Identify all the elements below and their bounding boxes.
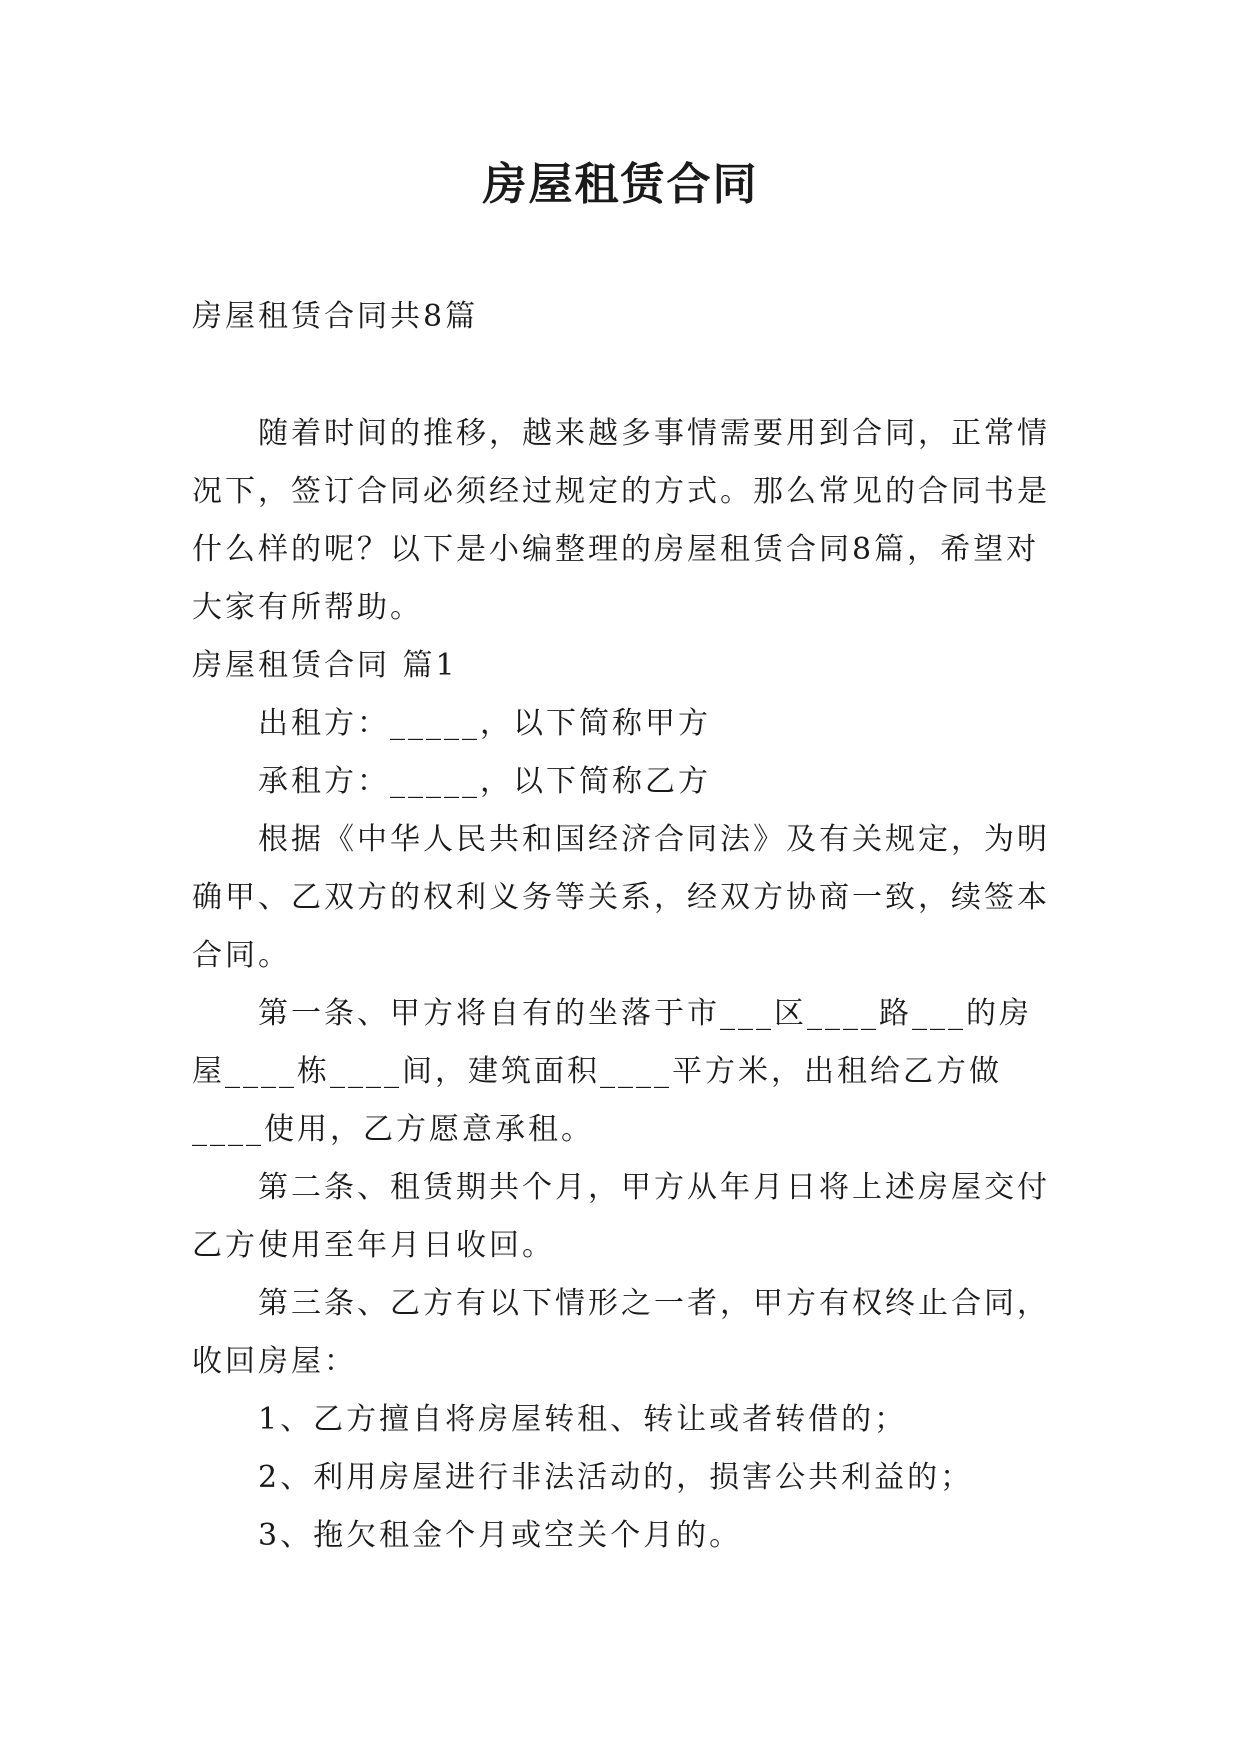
article-3-item-3: 3、拖欠租金个月或空关个月的。 <box>258 1518 743 1553</box>
document-subtitle: 房屋租赁合同共8篇 <box>192 299 479 334</box>
article-2: 第二条、租赁期共个月，甲方从年月日将上述房屋交付乙方使用至年月日收回。 <box>192 1170 1050 1263</box>
article-1: 第一条、甲方将自有的坐落于市___区____路___的房屋____栋____间，建筑面积____平方米，出租给乙方做____使用，乙方愿意承租。 <box>192 996 1032 1147</box>
intro-paragraph: 随着时间的推移，越来越多事情需要用到合同，正常情况下，签订合同必须经过规定的方式。那么常见的合同书是什么样的呢？以下是小编整理的房屋租赁合同8篇，希望对大家有所帮助。 <box>192 416 1050 625</box>
article-3: 第三条、乙方有以下情形之一者，甲方有权终止合同，收回房屋： <box>192 1286 1050 1379</box>
article-3-item-2: 2、利用房屋进行非法活动的，损害公共利益的； <box>258 1460 974 1495</box>
document-body <box>192 405 1060 1565</box>
lessor-line: 出租方：_____，以下简称甲方 <box>258 706 711 741</box>
document-title: 房屋租赁合同 <box>482 159 759 210</box>
article-3-item-1: 1、乙方擅自将房屋转租、转让或者转借的； <box>258 1402 908 1437</box>
legal-basis-paragraph: 根据《中华人民共和国经济合同法》及有关规定，为明确甲、乙双方的权利义务等关系，经双方协商一致，续签本合同。 <box>192 822 1050 973</box>
lessee-line: 承租方：_____，以下简称乙方 <box>258 764 711 799</box>
section-heading: 房屋租赁合同 篇1 <box>192 648 458 683</box>
